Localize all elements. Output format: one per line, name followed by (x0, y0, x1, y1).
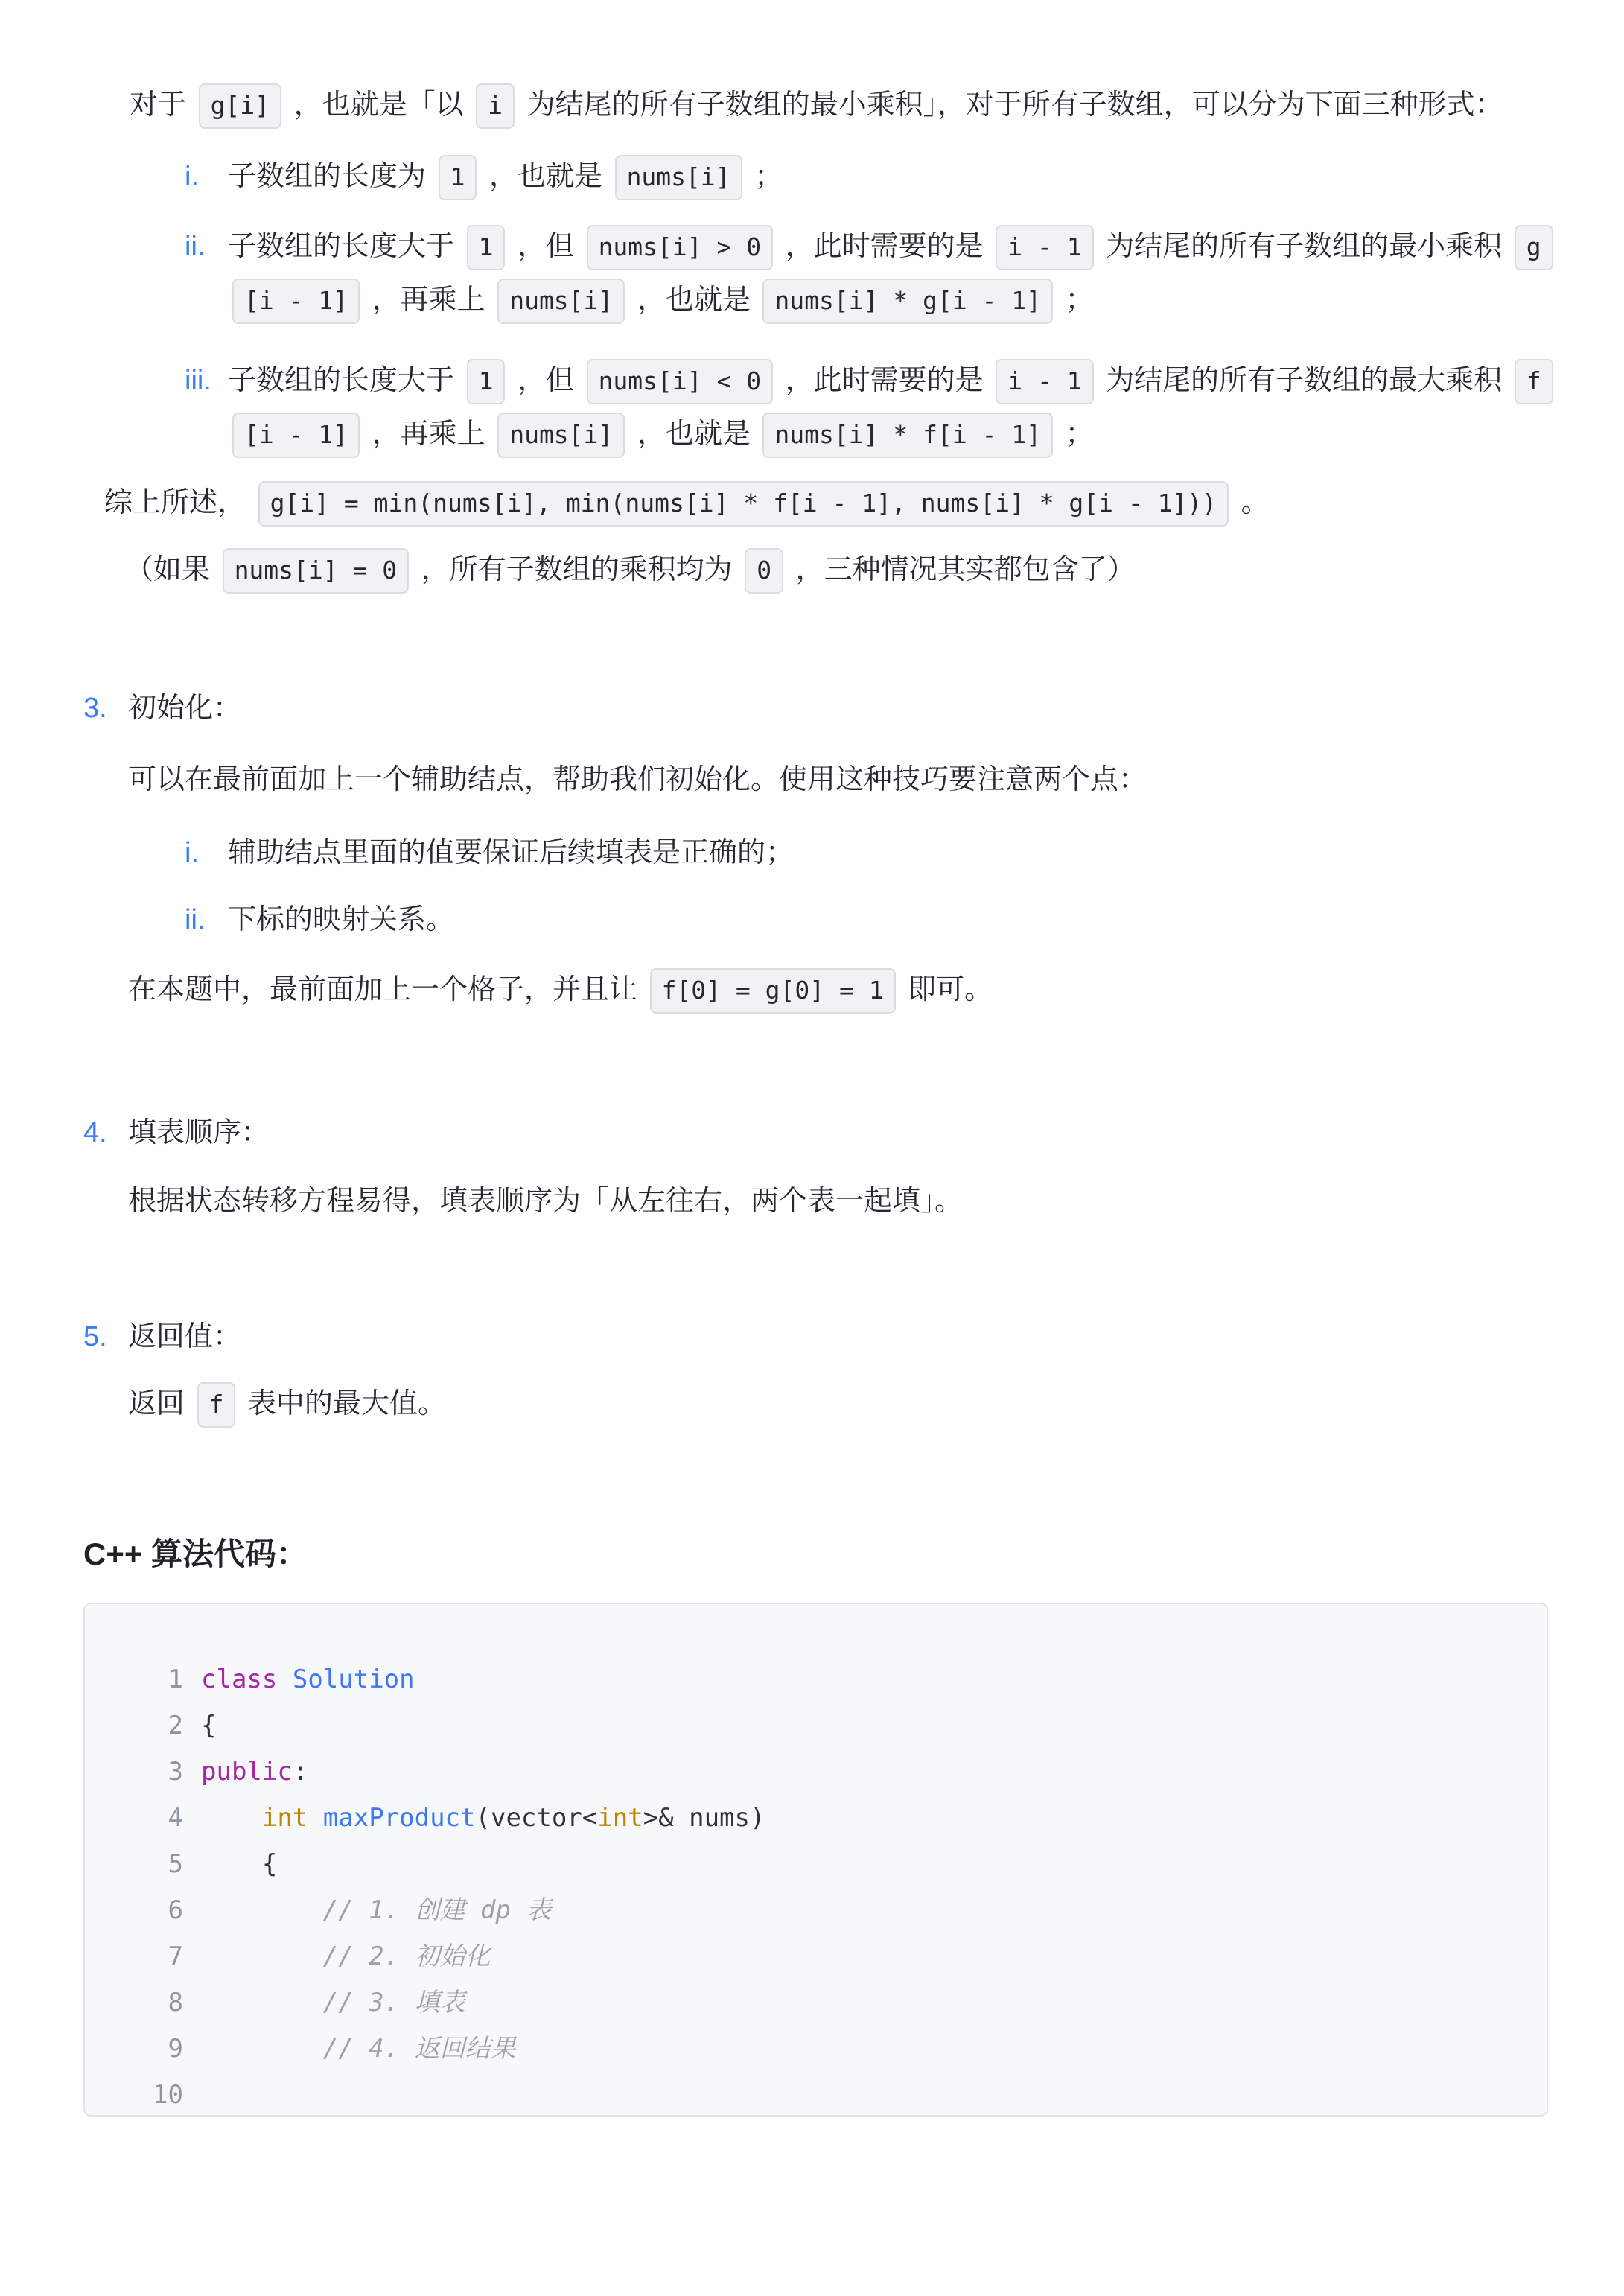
line-number: 9 (168, 2034, 183, 2064)
text-run: ，也就是「以 (286, 89, 472, 121)
code-text (201, 1979, 465, 2026)
text-run: 在本题中，最前面加上一个格子，并且让 (128, 974, 646, 1005)
list-marker: ii. (185, 231, 206, 262)
text-run: 子数组的长度为 (228, 161, 434, 192)
list-item-text (228, 150, 1548, 203)
text-run: 为结尾的所有子数组的最小乘积 (1098, 231, 1510, 262)
sublist-item-ii (185, 220, 1548, 327)
token-cm: // 2. 初始化 (322, 1942, 491, 1971)
code-text (201, 1656, 415, 1702)
line-number: 3 (168, 1757, 183, 1787)
inline-code: f[i - 1] (232, 359, 1553, 458)
text-run: 可以在最前面加上一个辅助结点，帮助我们初始化。使用这种技巧要注意两个点： (128, 764, 1147, 795)
section-marker: 3. (83, 693, 107, 724)
line-number: 7 (168, 1942, 183, 1971)
text-run: 子数组的长度大于 (228, 365, 462, 396)
inline-code: i - 1 (996, 225, 1093, 270)
code-text (201, 1795, 765, 1841)
text-run: 表中的最大值。 (240, 1388, 446, 1419)
line-number: 2 (168, 1711, 183, 1740)
list-item-text (228, 893, 1548, 947)
list-item-text (228, 826, 1548, 880)
text-run: ，也就是 (481, 161, 611, 192)
section-title: 填表顺序： (128, 1117, 270, 1148)
inline-code: nums[i] (497, 413, 625, 458)
token-plain (201, 1803, 262, 1833)
code-block (83, 1603, 1548, 2117)
paragraph-intro (130, 78, 1548, 132)
code-line (85, 1656, 1547, 1702)
section-3-closing-paragraph (128, 963, 1548, 1017)
code-text (201, 1702, 216, 1749)
text-run: ，三种情况其实都包含了） (788, 554, 1136, 585)
token-plain: { (201, 1849, 278, 1879)
code-line (85, 1933, 1547, 1979)
line-number: 4 (168, 1803, 183, 1833)
inline-code: i (476, 83, 515, 129)
list-item-text (228, 220, 1548, 327)
section-5-paragraph (128, 1377, 1548, 1431)
inline-code: nums[i] < 0 (587, 359, 774, 404)
text-run: ，但 (509, 231, 582, 262)
text-run: ，此时需要的是 (777, 231, 992, 262)
section-4-header (83, 1106, 1548, 1160)
code-line (85, 2026, 1547, 2072)
text-run: ，所有子数组的乘积均为 (413, 554, 741, 585)
token-cm: // 3. 填表 (322, 1988, 465, 2017)
text-run: 对于 (130, 89, 194, 121)
code-text (201, 2026, 516, 2072)
code-section-heading: C++ 算法代码： (83, 1536, 308, 1571)
code-text (201, 1887, 551, 1933)
section-marker: 5. (83, 1321, 107, 1352)
code-line (85, 1749, 1547, 1795)
section-title: 初始化： (128, 693, 242, 724)
code-line (85, 1702, 1547, 1749)
text-run: 综上所述， (104, 487, 254, 518)
text-run: 下标的映射关系。 (228, 904, 455, 935)
inline-code: i - 1 (996, 359, 1093, 404)
code-text (201, 1841, 277, 1887)
text-run: 辅助结点里面的值要保证后续填表是正确的； (228, 837, 795, 868)
inline-code: g[i - 1] (232, 225, 1553, 324)
token-fn: Solution (292, 1664, 415, 1694)
text-run: ，但 (509, 365, 582, 396)
inline-code: 1 (467, 359, 506, 404)
inline-code: 1 (439, 155, 477, 200)
section-marker: 4. (83, 1117, 107, 1148)
token-fn: maxProduct (322, 1803, 476, 1833)
text-run: ，再乘上 (364, 419, 494, 450)
token-plain: (vector< (475, 1803, 598, 1833)
inline-code: nums[i] * f[i - 1] (762, 413, 1053, 458)
code-line (85, 1795, 1547, 1841)
token-plain: { (201, 1711, 217, 1740)
section-3-header (83, 681, 1548, 735)
code-line (85, 1841, 1547, 1887)
inline-code: nums[i] * g[i - 1] (762, 279, 1053, 324)
section-5-header (83, 1310, 1548, 1364)
text-run: ，也就是 (629, 284, 759, 316)
text-run: ； (746, 161, 783, 192)
token-plain: >& nums) (643, 1803, 765, 1833)
token-plain (201, 1895, 323, 1925)
list-marker: i. (185, 161, 199, 192)
inline-code: 0 (745, 548, 783, 594)
token-cm: // 1. 创建 dp 表 (322, 1895, 552, 1925)
inline-code: g[i] (199, 83, 281, 129)
text-run: 子数组的长度大于 (228, 231, 462, 262)
list-item-text (228, 354, 1548, 461)
line-number: 6 (168, 1895, 183, 1925)
list-marker: i. (185, 837, 199, 868)
text-run: 为结尾的所有子数组的最小乘积」，对于所有子数组，可以分为下面三种形式： (519, 89, 1503, 121)
text-run: （如果 (125, 554, 218, 585)
token-plain (201, 1942, 323, 1971)
list-marker: iii. (185, 365, 211, 396)
token-kw: public (201, 1757, 293, 1787)
code-text (201, 1933, 491, 1979)
inline-code: g[i] = min(nums[i], min(nums[i] * f[i - 1], nums[i] * g[i - 1])) (258, 481, 1229, 527)
section-3-paragraph (128, 753, 1548, 807)
paragraph-summary (104, 476, 1548, 530)
token-plain (277, 1664, 292, 1694)
token-plain (201, 1988, 323, 2017)
section-3-sublist-item-i (185, 826, 1548, 880)
token-plain (308, 1803, 322, 1833)
text-run: ，此时需要的是 (777, 365, 992, 396)
list-marker: ii. (185, 904, 206, 935)
inline-code: nums[i] (497, 279, 625, 324)
code-line (85, 1979, 1547, 2026)
inline-code: nums[i] (615, 155, 742, 200)
line-number: 10 (153, 2080, 183, 2110)
token-cm: // 4. 返回结果 (322, 2034, 516, 2064)
token-plain (201, 2034, 323, 2064)
section-4-paragraph (128, 1174, 1548, 1228)
line-number: 5 (168, 1849, 183, 1879)
sublist-item-i (185, 150, 1548, 203)
inline-code: nums[i] = 0 (223, 548, 410, 594)
text-run: 根据状态转移方程易得，填表顺序为「从左往右，两个表一起填」。 (128, 1186, 964, 1217)
inline-code: f (197, 1382, 236, 1428)
code-line (85, 1887, 1547, 1933)
token-type: int (261, 1803, 308, 1833)
line-number: 1 (168, 1664, 183, 1694)
section-title: 返回值： (128, 1321, 242, 1352)
text-run: ，也就是 (629, 419, 759, 450)
text-run: 返回 (128, 1388, 193, 1419)
text-run: ； (1057, 419, 1094, 450)
text-run: 。 (1233, 487, 1270, 518)
text-run: 为结尾的所有子数组的最大乘积 (1098, 365, 1510, 396)
inline-code: 1 (467, 225, 506, 270)
code-line (85, 2072, 1547, 2117)
paragraph-note (125, 543, 1548, 597)
text-run: ； (1057, 284, 1094, 316)
section-3-sublist-item-ii (185, 893, 1548, 947)
token-type: int (597, 1803, 643, 1833)
token-kw: class (201, 1664, 278, 1694)
text-run: ，再乘上 (364, 284, 494, 316)
token-plain: : (292, 1757, 308, 1787)
text-run: 即可。 (899, 974, 993, 1005)
inline-code: nums[i] > 0 (587, 225, 774, 270)
sublist-item-iii (185, 354, 1548, 461)
code-text (201, 1749, 308, 1795)
line-number: 8 (168, 1988, 183, 2017)
inline-code: f[0] = g[0] = 1 (650, 968, 896, 1014)
